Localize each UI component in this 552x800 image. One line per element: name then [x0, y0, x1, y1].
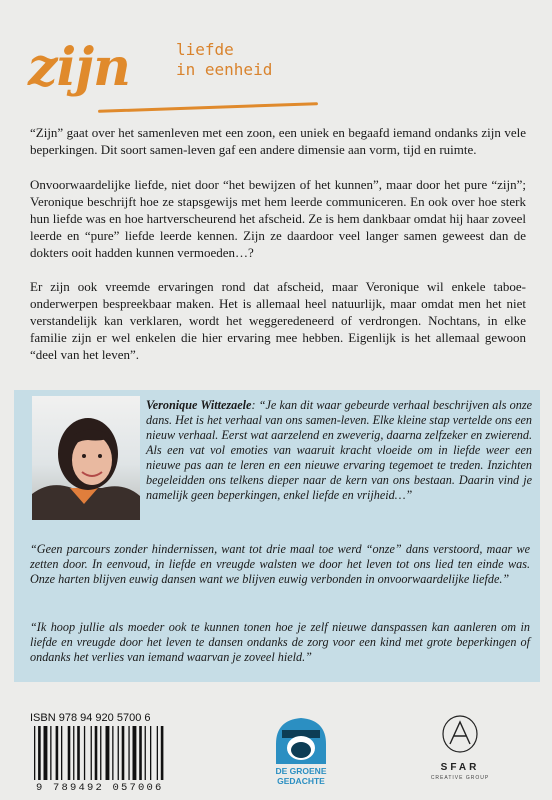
logo-tagline: [176, 40, 272, 80]
publisher-logo-icon: [270, 714, 332, 764]
publisher-name: [262, 766, 340, 786]
logo-underline: [98, 102, 318, 113]
barcode-bar: [84, 726, 85, 780]
barcode-bar: [91, 726, 92, 780]
author-photo: [32, 396, 140, 520]
sfar-subtitle: CREATIVE GROUP: [430, 775, 490, 781]
publisher-name-line1: DE GROENE: [275, 766, 327, 776]
barcode-bar: [128, 726, 129, 780]
quote-moeder: “Ik hoop jullie als moeder ook te kunnen tonen hoe je zelf nieuwe danspassen kan aanleren om in liefde en vreugde door het leven te dansen ondanks de zorg voor een kind met grote beperkingen of ondanks het verlies van iemand waarvan je zoveel hield.”: [30, 620, 530, 664]
sfar-name: SFAR: [440, 762, 480, 773]
logo-wordmark: zijn: [28, 37, 130, 98]
barcode-bar: [112, 726, 113, 780]
barcode-bar: [145, 726, 146, 780]
love-paragraph: Onvoorwaardelijke liefde, niet door “het bewijzen of het kunnen”, maar door het pure “zijn”; Veronique beschrijft hoe ze stapsgewijs met hem leerde communiceren. En ook over hoe sterk hun liefde was en hoe hartverscheurend het afscheid. Ze is hem dankbaar omdat hij haar zoveel leerde en “pure” liefde leerde kennen. Zijn ze daardoor veel langer samen geweest dan de dokters ooit hadden kunnen vermoeden…?: [30, 177, 526, 260]
logo-tagline-line2: in eenheid: [176, 60, 273, 79]
barcode-bar: [38, 726, 41, 780]
publisher-name-line2: GEDACHTE: [277, 776, 325, 786]
barcode: [30, 726, 188, 784]
barcode-bar: [34, 726, 35, 780]
barcode-digits: 9 789492 057006: [36, 782, 164, 794]
barcode-bar: [44, 726, 48, 780]
author-name: Veronique Wittezaele: [146, 398, 252, 412]
barcode-bar: [122, 726, 125, 780]
barcode-bar: [73, 726, 74, 780]
barcode-bar: [157, 726, 158, 780]
barcode-bar: [161, 726, 164, 780]
barcode-bar: [95, 726, 98, 780]
barcode-bar: [133, 726, 137, 780]
intro-paragraph: “Zijn” gaat over het samenleven met een zoon, een uniek en begaafd iemand ondanks zijn vele beperkingen. Dit soort samen-leven gaf een andere dimensie aan vorm, tijd en ruimte.: [30, 125, 526, 157]
isbn-label: ISBN 978 94 920 5700 6: [30, 712, 151, 724]
series-logo: [28, 37, 328, 120]
logo-tagline-line1: liefde: [176, 40, 234, 59]
barcode-bar: [118, 726, 119, 780]
barcode-bar: [61, 726, 62, 780]
author-quote-text: : “Je kan dit waar gebeurde verhaal beschrijven als onze dans. Het is het verhaal van ons samen-leven. Elke kleine stap vertelde ons een nieuw verhaal. Eerst wat aarzelend en zweverig, daarna zelfzeker en zwierend. Als een vat vol emoties van waaruit kracht vloeide om in liefde weer een nieuwe pas aan te leren en een nieuwe ervaring tegemoet te treden. Inzichten begeleidden ons telkens dieper naar de kern van ons bestaan. Daarin vind je namelijk geen beperkingen, enkel liefde en vrijheid…”: [146, 398, 532, 502]
barcode-bar: [77, 726, 80, 780]
barcode-bar: [100, 726, 101, 780]
barcode-bar: [150, 726, 151, 780]
barcode-bar: [68, 726, 71, 780]
barcode-bar: [50, 726, 51, 780]
farewell-paragraph: Er zijn ook vreemde ervaringen rond dat afscheid, maar Veronique wil enkele taboe-onderwerpen bespreekbaar maken. Het is allemaal heel natuurlijk, maar omdat men het niet verstandelijk kan verklaren, wordt het weggeredeneerd of verdrongen. Nochtans, in elke familie zijn er wel enkelen die hier ervaring mee hebben. Eigenlijk is het allemaal gewoon “deel van het leven”.: [30, 279, 526, 362]
barcode-bar: [56, 726, 59, 780]
barcode-bar: [106, 726, 110, 780]
quote-panel: [14, 390, 540, 682]
barcode-bar: [139, 726, 142, 780]
author-quote: [146, 398, 532, 503]
author-portrait-illustration: [32, 396, 140, 520]
quote-hindernissen: “Geen parcours zonder hindernissen, want tot drie maal toe werd “onze” dans verstoord, maar we zetten door. In eenvoud, in liefde en vreugde walsten we door het leven tot ons lied ten einde was. Onze harten blijven euwig dansen want we blijven euwig verbonden in onvoorwaardelijke liefde.”: [30, 542, 530, 586]
sfar-logo-icon: [440, 714, 480, 758]
